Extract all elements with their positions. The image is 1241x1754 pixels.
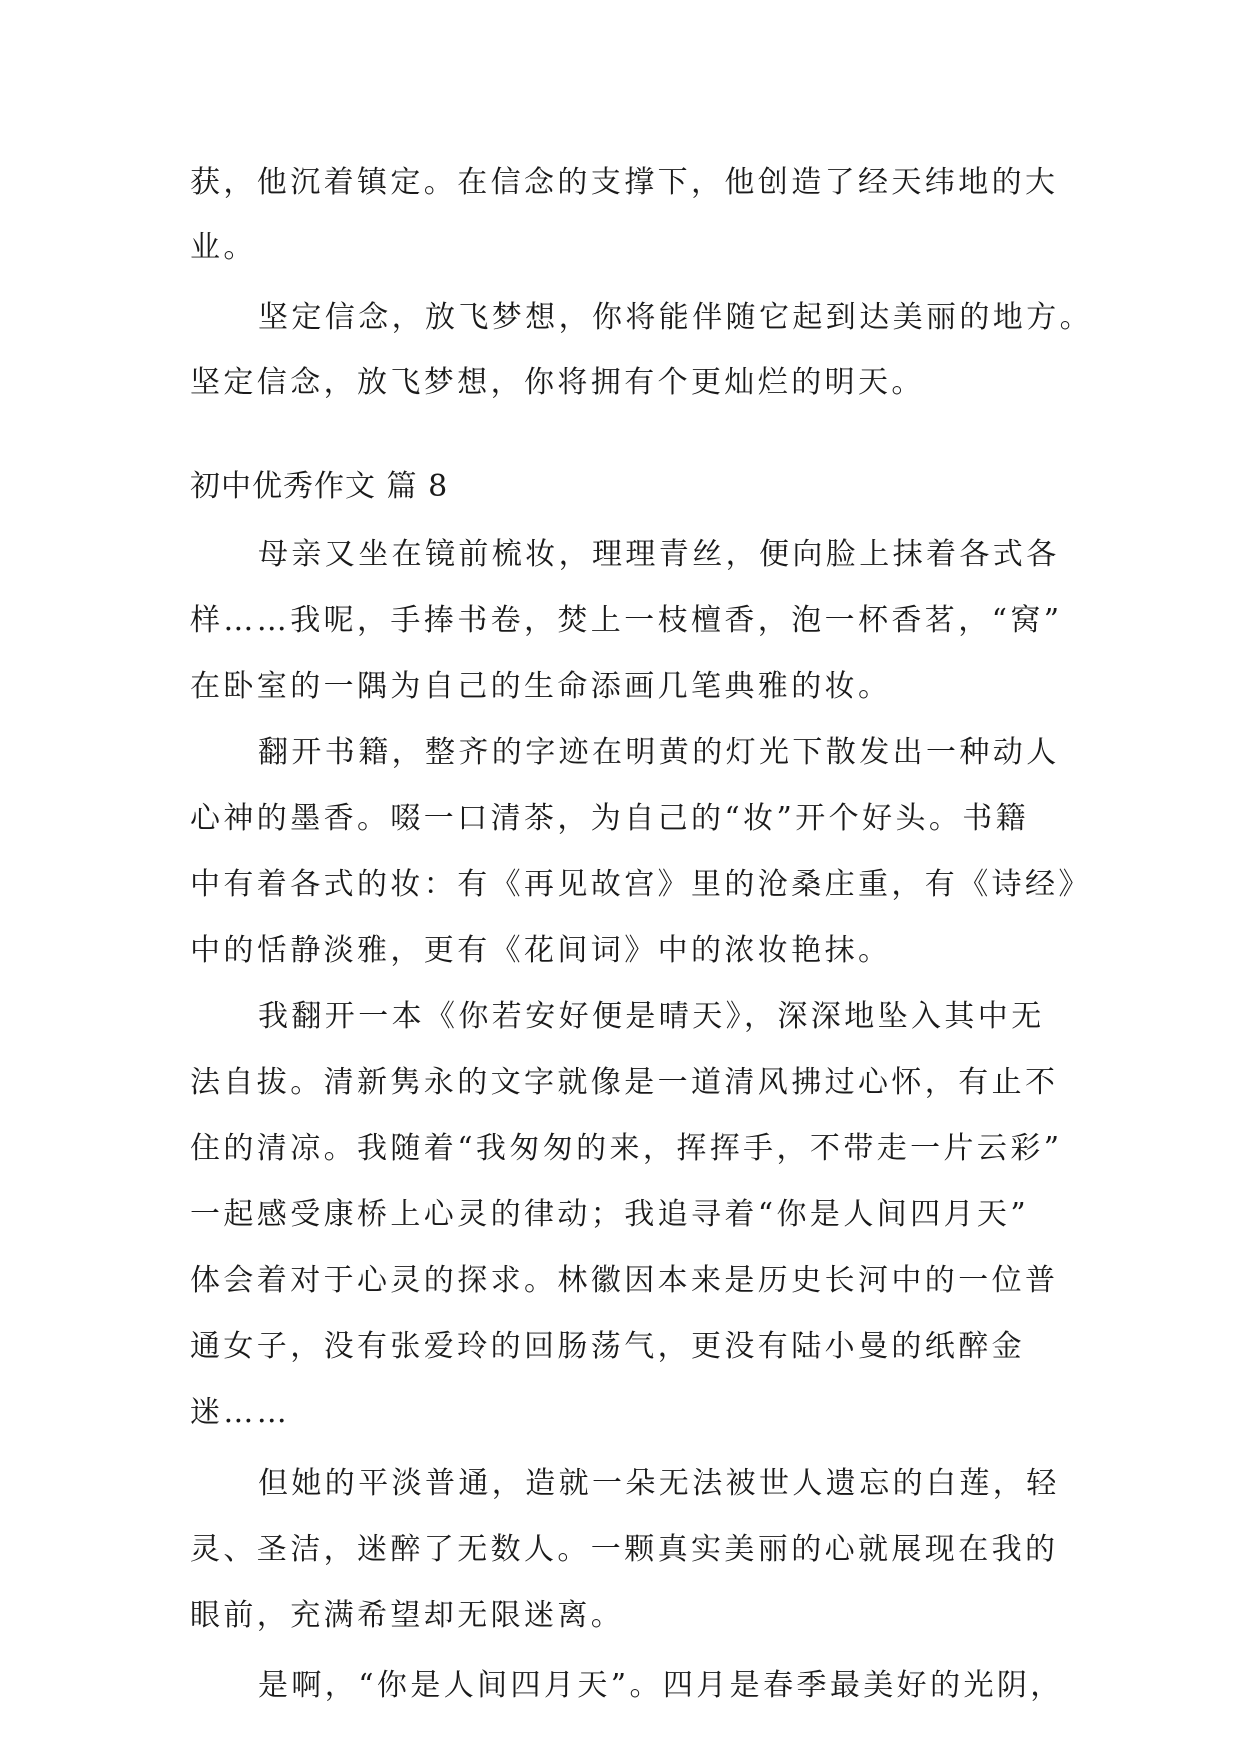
text-line: 眼前，充满希望却无限迷离。: [190, 1598, 625, 1633]
text-line: 获，他沉着镇定。在信念的支撑下，他创造了经天纬地的大: [190, 165, 1059, 200]
text-line: 翻开书籍，整齐的字迹在明黄的灯光下散发出一种动人: [258, 735, 1060, 770]
text-line: 中有着各式的妆：有《再见故宫》里的沧桑庄重，有《诗经》: [190, 867, 1092, 902]
text-line: 坚定信念，放飞梦想，你将能伴随它起到达美丽的地方。: [258, 300, 1093, 335]
text-line: 迷……: [190, 1395, 291, 1430]
text-line: 中的恬静淡雅，更有《花间词》中的浓妆艳抹。: [190, 933, 892, 968]
text-line: 业。: [190, 230, 257, 265]
text-line: 体会着对于心灵的探求。林徽因本来是历史长河中的一位普: [190, 1263, 1059, 1298]
text-line: 在卧室的一隅为自己的生命添画几笔典雅的妆。: [190, 669, 892, 704]
text-line: 但她的平淡普通，造就一朵无法被世人遗忘的白莲，轻: [258, 1466, 1060, 1501]
section-title: 初中优秀作文 篇 8: [190, 469, 449, 504]
text-line: 母亲又坐在镜前梳妆，理理青丝，便向脸上抹着各式各: [258, 537, 1060, 572]
text-line: 住的清凉。我随着“我匆匆的来，挥挥手，不带走一片云彩”: [190, 1131, 1063, 1166]
text-line: 法自拔。清新隽永的文字就像是一道清风拂过心怀，有止不: [190, 1065, 1059, 1100]
text-line: 是啊，“你是人间四月天”。四月是春季最美好的光阴，: [258, 1668, 1064, 1703]
text-line: 我翻开一本《你若安好便是晴天》，深深地坠入其中无: [258, 999, 1045, 1034]
text-line: 样……我呢，手捧书卷，焚上一枝檀香，泡一杯香茗，“窝”: [190, 603, 1063, 638]
text-line: 坚定信念，放飞梦想，你将拥有个更灿烂的明天。: [190, 365, 925, 400]
text-line: 灵、圣洁，迷醉了无数人。一颗真实美丽的心就展现在我的: [190, 1532, 1059, 1567]
text-line: 一起感受康桥上心灵的律动；我追寻着“你是人间四月天”: [190, 1197, 1030, 1232]
text-line: 通女子，没有张爱玲的回肠荡气，更没有陆小曼的纸醉金: [190, 1329, 1025, 1364]
text-line: 心神的墨香。啜一口清茶，为自己的“妆”开个好头。书籍: [190, 801, 1030, 836]
